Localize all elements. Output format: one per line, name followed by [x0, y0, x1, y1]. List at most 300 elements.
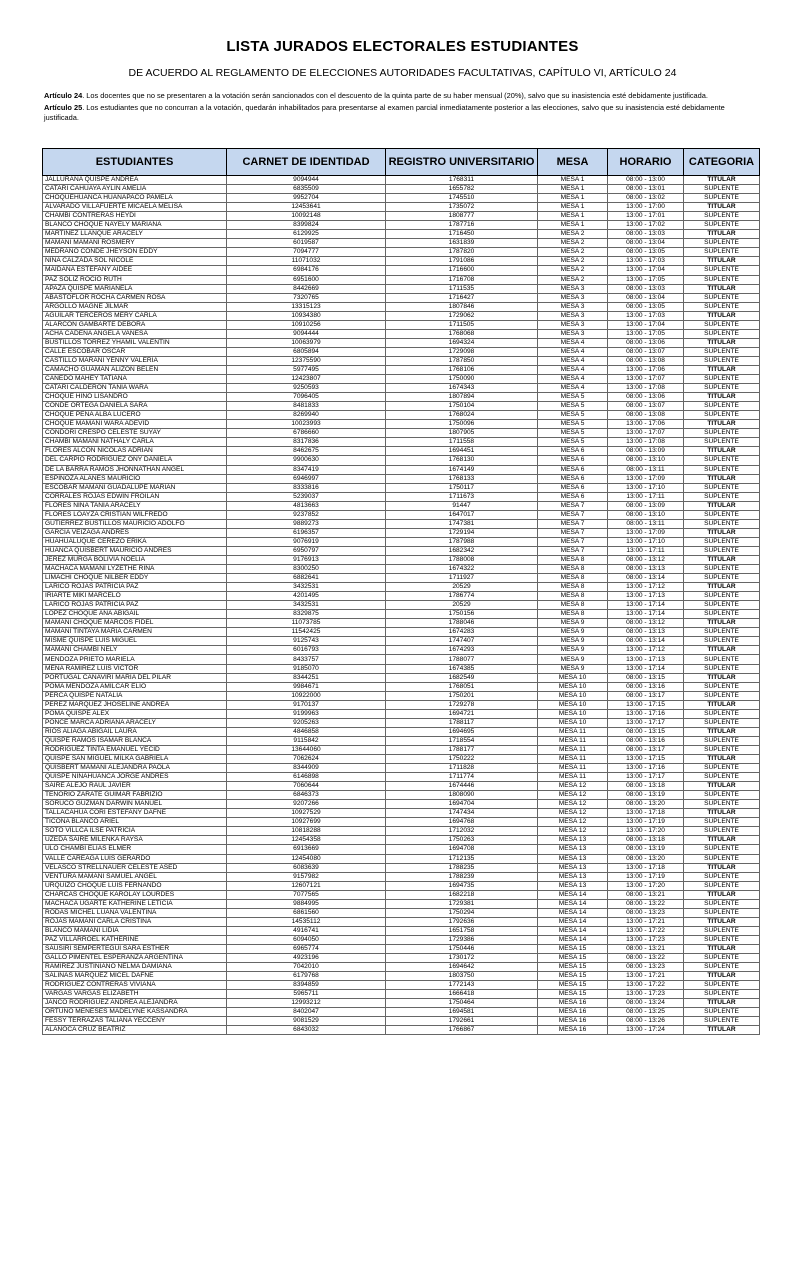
- mesa-cell: MESA 1: [538, 212, 608, 221]
- mesa-cell: MESA 9: [538, 619, 608, 628]
- registro-cell: 1655782: [386, 185, 538, 194]
- carnet-cell: 9237852: [227, 510, 386, 519]
- registro-cell: 1694695: [386, 727, 538, 736]
- horario-cell: 08:00 - 13:03: [608, 230, 684, 239]
- carnet-cell: 8347419: [227, 465, 386, 474]
- carnet-cell: 6016793: [227, 646, 386, 655]
- horario-cell: 08:00 - 13:17: [608, 745, 684, 754]
- categoria-cell: TITULAR: [684, 257, 760, 266]
- horario-cell: 08:00 - 13:13: [608, 628, 684, 637]
- carnet-cell: 8329875: [227, 610, 386, 619]
- carnet-cell: 9952704: [227, 194, 386, 203]
- categoria-cell: TITULAR: [684, 755, 760, 764]
- registro-cell: 1729278: [386, 700, 538, 709]
- registro-cell: 1711558: [386, 438, 538, 447]
- carnet-cell: 7062624: [227, 755, 386, 764]
- table-row: [43, 293, 760, 302]
- student-name-cell: MARTINEZ LLANQUE ARACELY: [43, 230, 227, 239]
- categoria-cell: SUPLENTE: [684, 935, 760, 944]
- carnet-cell: 6019587: [227, 239, 386, 248]
- registro-cell: 1647017: [386, 510, 538, 519]
- registro-cell: 1750201: [386, 691, 538, 700]
- registro-cell: 1674343: [386, 384, 538, 393]
- horario-cell: 13:00 - 17:10: [608, 483, 684, 492]
- carnet-cell: 6786660: [227, 429, 386, 438]
- student-name-cell: QUISPE SAN MIGUEL MILKA GABRIELA: [43, 755, 227, 764]
- registro-cell: 1768130: [386, 456, 538, 465]
- registro-cell: 1729381: [386, 899, 538, 908]
- mesa-cell: MESA 2: [538, 239, 608, 248]
- registro-cell: 1716427: [386, 293, 538, 302]
- student-name-cell: CORRALES ROJAS EDWIN FROILAN: [43, 492, 227, 501]
- table-row: [43, 203, 760, 212]
- mesa-cell: MESA 5: [538, 411, 608, 420]
- student-name-cell: GUTIERREZ BUSTILLOS MAURICIO ADOLFO: [43, 519, 227, 528]
- carnet-cell: 6846373: [227, 791, 386, 800]
- mesa-cell: MESA 10: [538, 691, 608, 700]
- student-name-cell: CONDE ORTEGA DANIELA SARA: [43, 402, 227, 411]
- student-name-cell: VELASCO STRELLNAUER CELESTE ASED: [43, 863, 227, 872]
- mesa-cell: MESA 3: [538, 320, 608, 329]
- registro-cell: 1711505: [386, 320, 538, 329]
- horario-cell: 08:00 - 13:25: [608, 1008, 684, 1017]
- carnet-cell: 6913669: [227, 845, 386, 854]
- registro-cell: 1711774: [386, 773, 538, 782]
- student-name-cell: ABASTOFLOR ROCHA CARMEN ROSA: [43, 293, 227, 302]
- carnet-cell: 12607121: [227, 881, 386, 890]
- article-25-label: Artículo 25: [44, 103, 83, 112]
- carnet-cell: 6146898: [227, 773, 386, 782]
- registro-cell: 1772143: [386, 981, 538, 990]
- horario-cell: 13:00 - 17:06: [608, 365, 684, 374]
- categoria-cell: SUPLENTE: [684, 266, 760, 275]
- carnet-cell: 12423807: [227, 375, 386, 384]
- table-row: [43, 944, 760, 953]
- mesa-cell: MESA 2: [538, 230, 608, 239]
- table-body: [43, 176, 760, 1035]
- student-name-cell: ALARCON GAMBARTE DEBORA: [43, 320, 227, 329]
- carnet-cell: 9250593: [227, 384, 386, 393]
- mesa-cell: MESA 6: [538, 465, 608, 474]
- table-row: [43, 320, 760, 329]
- registro-cell: 1694581: [386, 1008, 538, 1017]
- horario-cell: 08:00 - 13:04: [608, 293, 684, 302]
- table-row: [43, 646, 760, 655]
- horario-cell: 08:00 - 13:23: [608, 908, 684, 917]
- table-row: [43, 908, 760, 917]
- horario-cell: 13:00 - 17:11: [608, 546, 684, 555]
- categoria-cell: SUPLENTE: [684, 601, 760, 610]
- mesa-cell: MESA 7: [538, 528, 608, 537]
- horario-cell: 13:00 - 17:03: [608, 311, 684, 320]
- mesa-cell: MESA 8: [538, 592, 608, 601]
- categoria-cell: SUPLENTE: [684, 610, 760, 619]
- categoria-cell: TITULAR: [684, 474, 760, 483]
- categoria-cell: TITULAR: [684, 809, 760, 818]
- carnet-cell: 8344909: [227, 764, 386, 773]
- mesa-cell: MESA 7: [538, 537, 608, 546]
- mesa-cell: MESA 5: [538, 420, 608, 429]
- horario-cell: 08:00 - 13:16: [608, 736, 684, 745]
- categoria-cell: SUPLENTE: [684, 881, 760, 890]
- mesa-cell: MESA 2: [538, 257, 608, 266]
- header-estudiantes: ESTUDIANTES: [43, 149, 227, 176]
- table-row: [43, 546, 760, 555]
- mesa-cell: MESA 1: [538, 194, 608, 203]
- mesa-cell: MESA 12: [538, 782, 608, 791]
- student-name-cell: CHAMBI MAMANI NATHALY CARLA: [43, 438, 227, 447]
- carnet-cell: 6965774: [227, 944, 386, 953]
- mesa-cell: MESA 7: [538, 519, 608, 528]
- horario-cell: 13:00 - 17:04: [608, 320, 684, 329]
- mesa-cell: MESA 4: [538, 375, 608, 384]
- mesa-cell: MESA 7: [538, 546, 608, 555]
- carnet-cell: 6946997: [227, 474, 386, 483]
- student-name-cell: SORUCO GUZMAN DARWIN MANUEL: [43, 800, 227, 809]
- horario-cell: 08:00 - 13:18: [608, 836, 684, 845]
- carnet-cell: 10927529: [227, 809, 386, 818]
- student-name-cell: CALLE ESCOBAR OSCAR: [43, 347, 227, 356]
- table-row: [43, 863, 760, 872]
- student-name-cell: MACHACA UGARTE KATHERINE LETICIA: [43, 899, 227, 908]
- categoria-cell: TITULAR: [684, 230, 760, 239]
- categoria-cell: SUPLENTE: [684, 483, 760, 492]
- mesa-cell: MESA 1: [538, 176, 608, 185]
- carnet-cell: 4923196: [227, 954, 386, 963]
- horario-cell: 08:00 - 13:06: [608, 393, 684, 402]
- carnet-cell: 10927699: [227, 818, 386, 827]
- student-name-cell: ESPINOZA ALANES MAURICIO: [43, 474, 227, 483]
- table-row: [43, 592, 760, 601]
- carnet-cell: 9984671: [227, 682, 386, 691]
- registro-cell: 1750096: [386, 420, 538, 429]
- table-row: [43, 926, 760, 935]
- carnet-cell: 8394859: [227, 981, 386, 990]
- registro-cell: 1791086: [386, 257, 538, 266]
- categoria-cell: SUPLENTE: [684, 537, 760, 546]
- table-row: [43, 221, 760, 230]
- registro-cell: 1682218: [386, 890, 538, 899]
- registro-cell: 1729098: [386, 347, 538, 356]
- student-name-cell: SOTO VILLCA ILSE PATRICIA: [43, 827, 227, 836]
- registro-cell: 1735072: [386, 203, 538, 212]
- categoria-cell: SUPLENTE: [684, 221, 760, 230]
- table-row: [43, 673, 760, 682]
- horario-cell: 13:00 - 17:06: [608, 420, 684, 429]
- carnet-cell: 3432531: [227, 601, 386, 610]
- categoria-cell: SUPLENTE: [684, 818, 760, 827]
- horario-cell: 13:00 - 17:10: [608, 537, 684, 546]
- categoria-cell: TITULAR: [684, 646, 760, 655]
- mesa-cell: MESA 13: [538, 872, 608, 881]
- carnet-cell: 4201495: [227, 592, 386, 601]
- registro-cell: 1750222: [386, 755, 538, 764]
- carnet-cell: 7320765: [227, 293, 386, 302]
- registro-cell: 1788008: [386, 555, 538, 564]
- registro-cell: 1729386: [386, 935, 538, 944]
- carnet-cell: 9094944: [227, 176, 386, 185]
- mesa-cell: MESA 3: [538, 311, 608, 320]
- horario-cell: 13:00 - 17:13: [608, 592, 684, 601]
- table-row: [43, 347, 760, 356]
- horario-cell: 08:00 - 13:21: [608, 944, 684, 953]
- table-row: [43, 935, 760, 944]
- horario-cell: 08:00 - 13:05: [608, 248, 684, 257]
- horario-cell: 08:00 - 13:15: [608, 727, 684, 736]
- horario-cell: 13:00 - 17:12: [608, 583, 684, 592]
- table-row: [43, 800, 760, 809]
- mesa-cell: MESA 4: [538, 365, 608, 374]
- table-row: [43, 329, 760, 338]
- student-name-cell: PONCE MARCA ADRIANA ARACELY: [43, 718, 227, 727]
- mesa-cell: MESA 6: [538, 492, 608, 501]
- mesa-cell: MESA 1: [538, 221, 608, 230]
- mesa-cell: MESA 8: [538, 574, 608, 583]
- student-name-cell: QUISPE NINAHUANCA JORGE ANDRES: [43, 773, 227, 782]
- student-name-cell: AGUILAR TERCEROS MERY CARLA: [43, 311, 227, 320]
- horario-cell: 13:00 - 17:09: [608, 474, 684, 483]
- registro-cell: 1674322: [386, 565, 538, 574]
- carnet-cell: 9205263: [227, 718, 386, 727]
- registro-cell: 1694704: [386, 800, 538, 809]
- categoria-cell: SUPLENTE: [684, 465, 760, 474]
- registro-cell: 1694642: [386, 963, 538, 972]
- carnet-cell: 9884995: [227, 899, 386, 908]
- mesa-cell: MESA 8: [538, 555, 608, 564]
- categoria-cell: SUPLENTE: [684, 329, 760, 338]
- table-row: [43, 637, 760, 646]
- carnet-cell: 6129925: [227, 230, 386, 239]
- student-name-cell: MAMANI MAMANI ROSMERY: [43, 239, 227, 248]
- table-row: [43, 456, 760, 465]
- horario-cell: 08:00 - 13:21: [608, 890, 684, 899]
- jurados-table: [42, 148, 760, 1035]
- horario-cell: 13:00 - 17:14: [608, 610, 684, 619]
- carnet-cell: 9115842: [227, 736, 386, 745]
- carnet-cell: 6083639: [227, 863, 386, 872]
- mesa-cell: MESA 16: [538, 999, 608, 1008]
- registro-cell: 1631839: [386, 239, 538, 248]
- mesa-cell: MESA 12: [538, 809, 608, 818]
- student-name-cell: QUISBERT MAMANI ALEJANDRA PAOLA: [43, 764, 227, 773]
- table-row: [43, 718, 760, 727]
- registro-cell: 1747434: [386, 809, 538, 818]
- mesa-cell: MESA 8: [538, 601, 608, 610]
- student-name-cell: VARGAS VARGAS ELIZABETH: [43, 990, 227, 999]
- carnet-cell: 10063979: [227, 338, 386, 347]
- student-name-cell: PEREZ MARQUEZ JHOSELINE ANDREA: [43, 700, 227, 709]
- registro-cell: 1712135: [386, 854, 538, 863]
- registro-cell: 1674385: [386, 664, 538, 673]
- carnet-cell: 6835509: [227, 185, 386, 194]
- categoria-cell: SUPLENTE: [684, 492, 760, 501]
- mesa-cell: MESA 5: [538, 429, 608, 438]
- mesa-cell: MESA 8: [538, 610, 608, 619]
- carnet-cell: 14535112: [227, 917, 386, 926]
- table-row: [43, 565, 760, 574]
- mesa-cell: MESA 9: [538, 664, 608, 673]
- student-name-cell: UZEDA SAIRE MILENKA RAYSA: [43, 836, 227, 845]
- carnet-cell: 6882641: [227, 574, 386, 583]
- student-name-cell: MAIDANA ESTEFANY AIDEE: [43, 266, 227, 275]
- horario-cell: 08:00 - 13:24: [608, 999, 684, 1008]
- registro-cell: 1694721: [386, 709, 538, 718]
- horario-cell: 08:00 - 13:03: [608, 284, 684, 293]
- mesa-cell: MESA 7: [538, 510, 608, 519]
- table-row: [43, 483, 760, 492]
- registro-cell: 1712032: [386, 827, 538, 836]
- registro-cell: 1718554: [386, 736, 538, 745]
- mesa-cell: MESA 6: [538, 483, 608, 492]
- horario-cell: 08:00 - 13:20: [608, 854, 684, 863]
- carnet-cell: 12454080: [227, 854, 386, 863]
- carnet-cell: 4813663: [227, 501, 386, 510]
- carnet-cell: 7042010: [227, 963, 386, 972]
- table-row: [43, 782, 760, 791]
- student-name-cell: ORTUÑO MENESES MADELYNE KASSANDRA: [43, 1008, 227, 1017]
- categoria-cell: TITULAR: [684, 863, 760, 872]
- mesa-cell: MESA 3: [538, 284, 608, 293]
- categoria-cell: SUPLENTE: [684, 212, 760, 221]
- registro-cell: 1788117: [386, 718, 538, 727]
- table-row: [43, 655, 760, 664]
- categoria-cell: SUPLENTE: [684, 990, 760, 999]
- table-row: [43, 266, 760, 275]
- student-name-cell: POMA QUISPE ALEX: [43, 709, 227, 718]
- registro-cell: 1788046: [386, 619, 538, 628]
- mesa-cell: MESA 9: [538, 655, 608, 664]
- mesa-cell: MESA 15: [538, 972, 608, 981]
- carnet-cell: 10818288: [227, 827, 386, 836]
- registro-cell: 1768051: [386, 682, 538, 691]
- registro-cell: 1787988: [386, 537, 538, 546]
- mesa-cell: MESA 2: [538, 266, 608, 275]
- articles-section: [44, 91, 759, 125]
- student-name-cell: MISME QUISPE LUIS MIGUEL: [43, 637, 227, 646]
- table-row: [43, 474, 760, 483]
- carnet-cell: 6984176: [227, 266, 386, 275]
- categoria-cell: TITULAR: [684, 365, 760, 374]
- table-row: [43, 899, 760, 908]
- table-row: [43, 356, 760, 365]
- horario-cell: 08:00 - 13:19: [608, 791, 684, 800]
- header-mesa: MESA: [538, 149, 608, 176]
- horario-cell: 08:00 - 13:01: [608, 185, 684, 194]
- student-name-cell: FLORES LOAYZA CRISTIAN WILFREDO: [43, 510, 227, 519]
- horario-cell: 08:00 - 13:04: [608, 239, 684, 248]
- horario-cell: 13:00 - 17:19: [608, 818, 684, 827]
- horario-cell: 08:00 - 13:12: [608, 555, 684, 564]
- student-name-cell: LOPEZ CHOQUE ANA ABIGAIL: [43, 610, 227, 619]
- student-name-cell: CHARCAS CHOQUE KAROLAY LOURDES: [43, 890, 227, 899]
- horario-cell: 13:00 - 17:18: [608, 863, 684, 872]
- table-row: [43, 727, 760, 736]
- categoria-cell: TITULAR: [684, 700, 760, 709]
- table-row: [43, 917, 760, 926]
- categoria-cell: SUPLENTE: [684, 356, 760, 365]
- categoria-cell: SUPLENTE: [684, 709, 760, 718]
- horario-cell: 08:00 - 13:09: [608, 447, 684, 456]
- categoria-cell: TITULAR: [684, 619, 760, 628]
- table-row: [43, 709, 760, 718]
- registro-cell: 1788077: [386, 655, 538, 664]
- table-row: [43, 990, 760, 999]
- registro-cell: 1768024: [386, 411, 538, 420]
- table-row: [43, 583, 760, 592]
- categoria-cell: TITULAR: [684, 727, 760, 736]
- horario-cell: 08:00 - 13:15: [608, 673, 684, 682]
- mesa-cell: MESA 14: [538, 926, 608, 935]
- registro-cell: 1750156: [386, 610, 538, 619]
- carnet-cell: 6094050: [227, 935, 386, 944]
- carnet-cell: 7060644: [227, 782, 386, 791]
- horario-cell: 08:00 - 13:19: [608, 845, 684, 854]
- student-name-cell: LARICO ROJAS PATRICIA PAZ: [43, 601, 227, 610]
- mesa-cell: MESA 14: [538, 917, 608, 926]
- registro-cell: 1787850: [386, 356, 538, 365]
- page-title: LISTA JURADOS ELECTORALES ESTUDIANTES: [226, 38, 579, 55]
- student-name-cell: TICONA BLANCO ARIEL: [43, 818, 227, 827]
- horario-cell: 13:00 - 17:08: [608, 384, 684, 393]
- student-name-cell: POMA MENDOZA AMILCAR ELIO: [43, 682, 227, 691]
- table-row: [43, 1008, 760, 1017]
- registro-cell: 1808090: [386, 791, 538, 800]
- categoria-cell: SUPLENTE: [684, 592, 760, 601]
- student-name-cell: CHOQUEHUANCA HUAÑAPACO PAMELA: [43, 194, 227, 203]
- carnet-cell: 6950797: [227, 546, 386, 555]
- mesa-cell: MESA 11: [538, 727, 608, 736]
- registro-cell: 1788235: [386, 863, 538, 872]
- student-name-cell: MENDOZA PRIETO MARIELA: [43, 655, 227, 664]
- carnet-cell: 6179768: [227, 972, 386, 981]
- table-row: [43, 791, 760, 800]
- table-row: [43, 438, 760, 447]
- categoria-cell: SUPLENTE: [684, 565, 760, 574]
- student-name-cell: MAMANI CHOQUE MARCOS FIDEL: [43, 619, 227, 628]
- student-name-cell: SALINAS MARQUEZ MICEL DAFNE: [43, 972, 227, 981]
- carnet-cell: 9081529: [227, 1017, 386, 1026]
- header-horario: HORARIO: [608, 149, 684, 176]
- carnet-cell: 8300250: [227, 565, 386, 574]
- registro-cell: 1711535: [386, 284, 538, 293]
- table-row: [43, 212, 760, 221]
- table-row: [43, 872, 760, 881]
- mesa-cell: MESA 9: [538, 646, 608, 655]
- mesa-cell: MESA 12: [538, 818, 608, 827]
- carnet-cell: 9185070: [227, 664, 386, 673]
- mesa-cell: MESA 16: [538, 1026, 608, 1035]
- carnet-cell: 7094777: [227, 248, 386, 257]
- student-name-cell: FLORES ALCON NICOLAS ADRIAN: [43, 447, 227, 456]
- table-row: [43, 881, 760, 890]
- carnet-cell: 6196357: [227, 528, 386, 537]
- mesa-cell: MESA 14: [538, 908, 608, 917]
- categoria-cell: TITULAR: [684, 393, 760, 402]
- student-name-cell: CONDORI CRESPO CELESTE SUYAY: [43, 429, 227, 438]
- mesa-cell: MESA 9: [538, 628, 608, 637]
- table-row: [43, 411, 760, 420]
- mesa-cell: MESA 2: [538, 248, 608, 257]
- carnet-cell: 7096405: [227, 393, 386, 402]
- horario-cell: 08:00 - 13:22: [608, 899, 684, 908]
- student-name-cell: FESSY TERRAZAS TALIANA YECCENY: [43, 1017, 227, 1026]
- carnet-cell: 3432531: [227, 583, 386, 592]
- mesa-cell: MESA 15: [538, 944, 608, 953]
- student-name-cell: GARCIA VEIZAGA ANDRES: [43, 528, 227, 537]
- registro-cell: 1807905: [386, 429, 538, 438]
- horario-cell: 13:00 - 17:04: [608, 266, 684, 275]
- registro-cell: 1682342: [386, 546, 538, 555]
